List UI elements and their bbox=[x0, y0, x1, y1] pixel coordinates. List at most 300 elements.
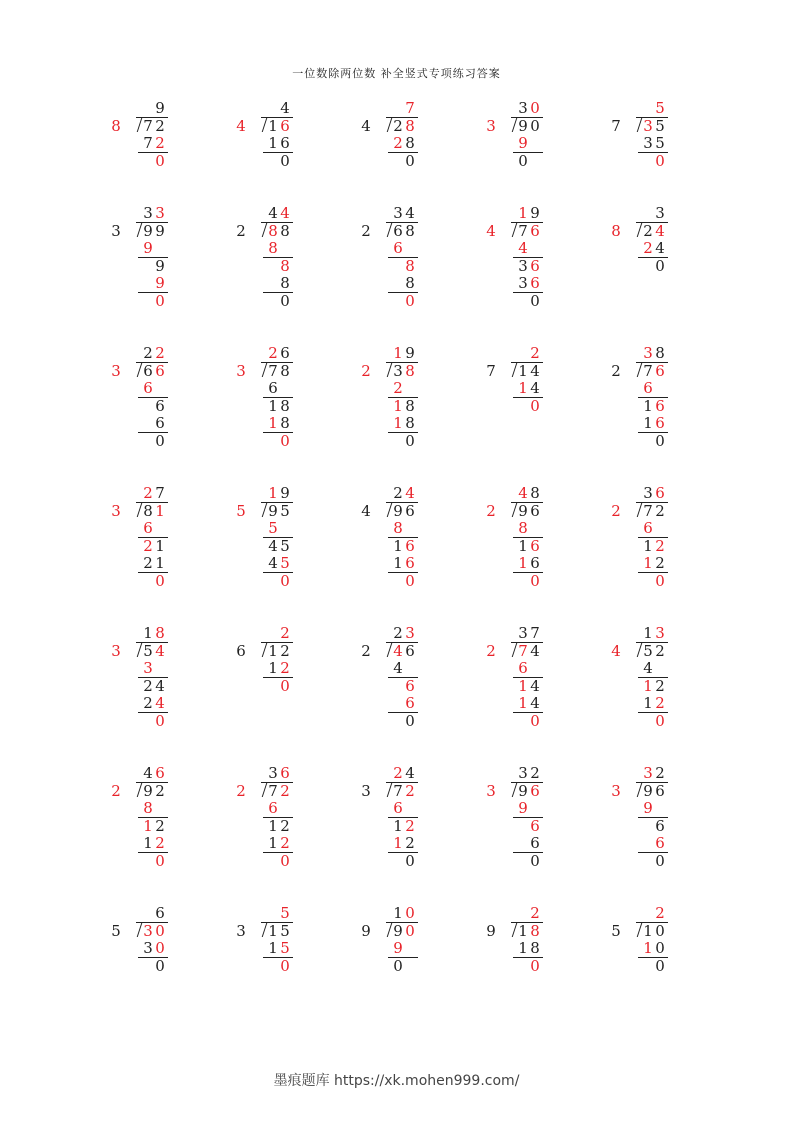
quotient-digit: 4 bbox=[143, 764, 153, 782]
quotient-digit: 1 bbox=[393, 904, 403, 922]
division-problem bbox=[360, 905, 450, 1055]
quotient-digit: 3 bbox=[643, 764, 653, 782]
step-digit: 0 bbox=[155, 571, 165, 590]
dividend-digit: 1 bbox=[268, 641, 278, 660]
quotient-digit: 6 bbox=[280, 344, 290, 362]
quotient-digit: 2 bbox=[143, 344, 153, 362]
step-digit: 2 bbox=[155, 834, 165, 852]
quotient-digit: 8 bbox=[655, 344, 665, 362]
step-digit: 6 bbox=[655, 816, 665, 835]
dividend-digit: 8 bbox=[268, 221, 278, 240]
step-digit: 1 bbox=[268, 414, 278, 432]
divisor: 9 bbox=[486, 921, 496, 940]
step-digit: 9 bbox=[155, 256, 165, 275]
step-digit: 1 bbox=[393, 536, 403, 555]
step-digit: 6 bbox=[280, 134, 290, 152]
step-digit: 8 bbox=[530, 939, 540, 957]
dividend-digit: 6 bbox=[655, 781, 665, 800]
step-digit: 1 bbox=[393, 396, 403, 415]
step-digit: 0 bbox=[405, 711, 415, 730]
dividend-digit: 0 bbox=[405, 921, 415, 940]
divisor: 3 bbox=[111, 221, 121, 240]
quotient-digit: 4 bbox=[405, 764, 415, 782]
step-digit: 4 bbox=[530, 694, 540, 712]
step-digit: 0 bbox=[393, 956, 403, 975]
divisor: 3 bbox=[111, 501, 121, 520]
step-digit: 0 bbox=[155, 291, 165, 310]
step-digit: 0 bbox=[280, 291, 290, 310]
step-digit: 1 bbox=[518, 939, 528, 957]
quotient-digit: 5 bbox=[655, 99, 665, 117]
step-digit: 1 bbox=[643, 676, 653, 695]
divisor: 4 bbox=[361, 116, 371, 135]
dividend-digit: 9 bbox=[518, 781, 528, 800]
step-digit: 9 bbox=[643, 799, 653, 817]
step-digit: 1 bbox=[518, 379, 528, 397]
step-digit: 0 bbox=[280, 431, 290, 450]
step-digit: 0 bbox=[530, 956, 540, 975]
quotient-digit: 5 bbox=[280, 904, 290, 922]
step-digit: 3 bbox=[518, 256, 528, 275]
quotient-digit: 3 bbox=[655, 624, 665, 642]
step-digit: 1 bbox=[268, 659, 278, 677]
division-problem bbox=[485, 905, 575, 1055]
step-digit: 5 bbox=[268, 519, 278, 537]
step-digit: 0 bbox=[530, 396, 540, 415]
step-digit: 8 bbox=[405, 396, 415, 415]
division-problem bbox=[235, 765, 325, 915]
dividend-digit: 1 bbox=[518, 921, 528, 940]
quotient-digit: 9 bbox=[530, 204, 540, 222]
step-digit: 2 bbox=[643, 239, 653, 257]
divisor: 7 bbox=[486, 361, 496, 380]
step-digit: 8 bbox=[280, 274, 290, 292]
step-digit: 6 bbox=[530, 536, 540, 555]
step-digit: 4 bbox=[155, 694, 165, 712]
dividend-digit: 7 bbox=[393, 781, 403, 800]
dividend-digit: 3 bbox=[643, 116, 653, 135]
quotient-digit: 1 bbox=[268, 484, 278, 502]
step-digit: 2 bbox=[143, 694, 153, 712]
dividend-digit: 0 bbox=[530, 116, 540, 135]
dividend-digit: 8 bbox=[530, 921, 540, 940]
step-digit: 4 bbox=[643, 659, 653, 677]
dividend-digit: 6 bbox=[530, 221, 540, 240]
step-digit: 4 bbox=[268, 536, 278, 555]
dividend-digit: 0 bbox=[155, 921, 165, 940]
dividend-digit: 9 bbox=[143, 221, 153, 240]
step-digit: 2 bbox=[655, 554, 665, 572]
dividend-digit: 3 bbox=[393, 361, 403, 380]
quotient-digit: 9 bbox=[280, 484, 290, 502]
divisor: 3 bbox=[111, 361, 121, 380]
step-digit: 4 bbox=[155, 676, 165, 695]
dividend-digit: 9 bbox=[643, 781, 653, 800]
divisor: 3 bbox=[486, 116, 496, 135]
dividend-digit: 5 bbox=[143, 641, 153, 660]
quotient-digit: 1 bbox=[643, 624, 653, 642]
divisor: 3 bbox=[236, 921, 246, 940]
dividend-digit: 9 bbox=[143, 781, 153, 800]
quotient-digit: 6 bbox=[280, 764, 290, 782]
dividend-digit: 2 bbox=[655, 641, 665, 660]
division-problem bbox=[235, 905, 325, 1055]
step-digit: 6 bbox=[530, 554, 540, 572]
dividend-digit: 1 bbox=[268, 116, 278, 135]
step-digit: 6 bbox=[393, 799, 403, 817]
step-digit: 0 bbox=[655, 151, 665, 170]
dividend-digit: 5 bbox=[655, 116, 665, 135]
quotient-digit: 2 bbox=[155, 344, 165, 362]
quotient-digit: 2 bbox=[280, 624, 290, 642]
quotient-digit: 4 bbox=[268, 204, 278, 222]
step-digit: 8 bbox=[405, 274, 415, 292]
step-digit: 6 bbox=[530, 256, 540, 275]
dividend-digit: 7 bbox=[643, 361, 653, 380]
divisor: 2 bbox=[236, 221, 246, 240]
step-digit: 2 bbox=[655, 676, 665, 695]
dividend-digit: 7 bbox=[268, 361, 278, 380]
division-problem bbox=[610, 345, 700, 495]
dividend-digit: 4 bbox=[393, 641, 403, 660]
divisor: 2 bbox=[486, 641, 496, 660]
step-digit: 0 bbox=[530, 851, 540, 870]
quotient-digit: 9 bbox=[155, 99, 165, 117]
step-digit: 5 bbox=[280, 554, 290, 572]
quotient-digit: 0 bbox=[530, 99, 540, 117]
quotient-digit: 7 bbox=[155, 484, 165, 502]
quotient-digit: 2 bbox=[530, 904, 540, 922]
division-problem bbox=[610, 205, 700, 355]
step-digit: 0 bbox=[405, 571, 415, 590]
quotient-digit: 3 bbox=[268, 764, 278, 782]
step-digit: 0 bbox=[530, 571, 540, 590]
quotient-digit: 3 bbox=[518, 764, 528, 782]
quotient-digit: 2 bbox=[143, 484, 153, 502]
quotient-digit: 3 bbox=[518, 99, 528, 117]
step-digit: 0 bbox=[655, 256, 665, 275]
divisor: 2 bbox=[361, 221, 371, 240]
step-digit: 6 bbox=[143, 519, 153, 537]
step-digit: 9 bbox=[518, 799, 528, 817]
step-digit: 8 bbox=[393, 519, 403, 537]
step-digit: 1 bbox=[268, 834, 278, 852]
step-digit: 1 bbox=[518, 676, 528, 695]
dividend-digit: 8 bbox=[143, 501, 153, 520]
quotient-digit: 7 bbox=[530, 624, 540, 642]
step-digit: 4 bbox=[530, 379, 540, 397]
step-digit: 6 bbox=[155, 396, 165, 415]
dividend-digit: 9 bbox=[393, 921, 403, 940]
dividend-digit: 6 bbox=[405, 501, 415, 520]
dividend-digit: 2 bbox=[280, 781, 290, 800]
step-digit: 8 bbox=[143, 799, 153, 817]
step-digit: 2 bbox=[393, 134, 403, 152]
division-problem bbox=[110, 905, 200, 1055]
division-problem bbox=[485, 625, 575, 775]
divisor: 5 bbox=[236, 501, 246, 520]
step-digit: 0 bbox=[280, 151, 290, 170]
division-problem bbox=[110, 485, 200, 635]
step-digit: 6 bbox=[518, 659, 528, 677]
quotient-digit: 1 bbox=[393, 344, 403, 362]
divisor: 5 bbox=[111, 921, 121, 940]
quotient-digit: 4 bbox=[405, 204, 415, 222]
step-digit: 5 bbox=[655, 134, 665, 152]
step-digit: 0 bbox=[655, 956, 665, 975]
step-digit: 8 bbox=[405, 256, 415, 275]
dividend-digit: 2 bbox=[643, 221, 653, 240]
quotient-digit: 2 bbox=[393, 764, 403, 782]
dividend-digit: 8 bbox=[405, 221, 415, 240]
step-digit: 1 bbox=[268, 134, 278, 152]
divisor: 3 bbox=[486, 781, 496, 800]
step-digit: 1 bbox=[643, 396, 653, 415]
step-digit: 2 bbox=[280, 834, 290, 852]
step-digit: 6 bbox=[268, 379, 278, 397]
step-digit: 6 bbox=[143, 379, 153, 397]
dividend-digit: 6 bbox=[530, 501, 540, 520]
divisor: 4 bbox=[486, 221, 496, 240]
dividend-digit: 6 bbox=[393, 221, 403, 240]
quotient-digit: 0 bbox=[405, 904, 415, 922]
step-digit: 4 bbox=[530, 676, 540, 695]
division-problem bbox=[485, 765, 575, 915]
step-digit: 2 bbox=[280, 816, 290, 835]
dividend-digit: 7 bbox=[518, 221, 528, 240]
step-digit: 9 bbox=[143, 239, 153, 257]
divisor: 4 bbox=[361, 501, 371, 520]
step-digit: 1 bbox=[268, 939, 278, 957]
page-title: 一位数除两位数 补全竖式专项练习答案 bbox=[292, 67, 501, 80]
divisor: 2 bbox=[236, 781, 246, 800]
step-digit: 0 bbox=[155, 939, 165, 957]
divisor: 4 bbox=[236, 116, 246, 135]
step-digit: 4 bbox=[655, 239, 665, 257]
step-digit: 1 bbox=[393, 816, 403, 835]
division-problem bbox=[485, 205, 575, 355]
step-digit: 6 bbox=[655, 396, 665, 415]
quotient-digit: 9 bbox=[405, 344, 415, 362]
step-digit: 1 bbox=[518, 554, 528, 572]
step-digit: 2 bbox=[280, 659, 290, 677]
dividend-digit: 7 bbox=[268, 781, 278, 800]
dividend-digit: 6 bbox=[143, 361, 153, 380]
division-problem bbox=[235, 485, 325, 635]
step-digit: 6 bbox=[393, 239, 403, 257]
step-digit: 4 bbox=[393, 659, 403, 677]
step-digit: 2 bbox=[655, 536, 665, 555]
divisor: 3 bbox=[111, 641, 121, 660]
step-digit: 6 bbox=[405, 536, 415, 555]
dividend-digit: 5 bbox=[280, 501, 290, 520]
dividend-digit: 4 bbox=[530, 361, 540, 380]
quotient-digit: 3 bbox=[643, 344, 653, 362]
dividend-digit: 9 bbox=[155, 221, 165, 240]
step-digit: 5 bbox=[280, 536, 290, 555]
dividend-digit: 8 bbox=[405, 361, 415, 380]
dividend-digit: 9 bbox=[393, 501, 403, 520]
step-digit: 6 bbox=[268, 799, 278, 817]
dividend-digit: 2 bbox=[155, 781, 165, 800]
dividend-digit: 6 bbox=[405, 641, 415, 660]
divisor: 2 bbox=[611, 361, 621, 380]
step-digit: 6 bbox=[530, 834, 540, 852]
step-digit: 6 bbox=[530, 816, 540, 835]
step-digit: 8 bbox=[280, 396, 290, 415]
dividend-digit: 2 bbox=[405, 781, 415, 800]
step-digit: 4 bbox=[268, 554, 278, 572]
quotient-digit: 3 bbox=[393, 204, 403, 222]
divisor: 2 bbox=[361, 361, 371, 380]
step-digit: 8 bbox=[405, 134, 415, 152]
dividend-digit: 2 bbox=[655, 501, 665, 520]
quotient-digit: 4 bbox=[280, 204, 290, 222]
step-digit: 0 bbox=[655, 431, 665, 450]
dividend-digit: 2 bbox=[155, 116, 165, 135]
quotient-digit: 3 bbox=[143, 204, 153, 222]
quotient-digit: 3 bbox=[518, 624, 528, 642]
step-digit: 2 bbox=[405, 834, 415, 852]
quotient-digit: 3 bbox=[643, 484, 653, 502]
divisor: 3 bbox=[361, 781, 371, 800]
quotient-digit: 2 bbox=[655, 904, 665, 922]
step-digit: 3 bbox=[143, 939, 153, 957]
division-problem bbox=[235, 625, 325, 775]
step-digit: 0 bbox=[530, 291, 540, 310]
divisor: 2 bbox=[361, 641, 371, 660]
step-digit: 0 bbox=[280, 571, 290, 590]
step-digit: 6 bbox=[405, 694, 415, 712]
step-digit: 2 bbox=[143, 536, 153, 555]
dividend-digit: 8 bbox=[280, 361, 290, 380]
step-digit: 0 bbox=[655, 851, 665, 870]
division-problem bbox=[235, 345, 325, 495]
dividend-digit: 4 bbox=[155, 641, 165, 660]
step-digit: 1 bbox=[643, 554, 653, 572]
quotient-digit: 2 bbox=[268, 344, 278, 362]
step-digit: 3 bbox=[518, 274, 528, 292]
step-digit: 2 bbox=[143, 554, 153, 572]
quotient-digit: 1 bbox=[518, 204, 528, 222]
divisor: 3 bbox=[236, 361, 246, 380]
step-digit: 0 bbox=[655, 711, 665, 730]
division-problem bbox=[360, 345, 450, 495]
dividend-digit: 8 bbox=[280, 221, 290, 240]
quotient-digit: 6 bbox=[155, 764, 165, 782]
step-digit: 6 bbox=[405, 554, 415, 572]
step-digit: 8 bbox=[280, 256, 290, 275]
dividend-digit: 1 bbox=[518, 361, 528, 380]
division-problem bbox=[360, 625, 450, 775]
dividend-digit: 6 bbox=[155, 361, 165, 380]
step-digit: 3 bbox=[643, 134, 653, 152]
dividend-digit: 9 bbox=[518, 116, 528, 135]
step-digit: 8 bbox=[518, 519, 528, 537]
quotient-digit: 2 bbox=[530, 764, 540, 782]
divisor: 3 bbox=[611, 781, 621, 800]
divisor: 9 bbox=[361, 921, 371, 940]
divisor: 5 bbox=[611, 921, 621, 940]
division-problem bbox=[360, 765, 450, 915]
step-digit: 0 bbox=[518, 151, 528, 170]
step-digit: 1 bbox=[143, 834, 153, 852]
division-problem bbox=[110, 765, 200, 915]
dividend-digit: 1 bbox=[155, 501, 165, 520]
division-problem bbox=[235, 205, 325, 355]
divisor: 7 bbox=[611, 116, 621, 135]
step-digit: 1 bbox=[393, 554, 403, 572]
step-digit: 2 bbox=[393, 379, 403, 397]
divisor: 2 bbox=[486, 501, 496, 520]
quotient-digit: 3 bbox=[655, 204, 665, 222]
division-problem bbox=[360, 485, 450, 635]
dividend-digit: 6 bbox=[280, 116, 290, 135]
step-digit: 3 bbox=[143, 659, 153, 677]
quotient-digit: 4 bbox=[518, 484, 528, 502]
step-digit: 9 bbox=[518, 134, 528, 152]
step-digit: 7 bbox=[143, 134, 153, 152]
step-digit: 1 bbox=[393, 834, 403, 852]
division-problem bbox=[110, 345, 200, 495]
step-digit: 6 bbox=[405, 676, 415, 695]
dividend-digit: 6 bbox=[530, 781, 540, 800]
division-problem bbox=[610, 765, 700, 915]
quotient-digit: 2 bbox=[393, 484, 403, 502]
divisor: 4 bbox=[611, 641, 621, 660]
dividend-digit: 3 bbox=[143, 921, 153, 940]
dividend-digit: 2 bbox=[393, 116, 403, 135]
step-digit: 1 bbox=[643, 536, 653, 555]
step-digit: 2 bbox=[143, 676, 153, 695]
step-digit: 1 bbox=[155, 536, 165, 555]
step-digit: 6 bbox=[655, 834, 665, 852]
step-digit: 4 bbox=[518, 239, 528, 257]
step-digit: 0 bbox=[155, 956, 165, 975]
division-problem bbox=[110, 205, 200, 355]
division-problem bbox=[610, 485, 700, 635]
step-digit: 0 bbox=[405, 431, 415, 450]
divisor: 6 bbox=[236, 641, 246, 660]
step-digit: 1 bbox=[643, 694, 653, 712]
quotient-digit: 3 bbox=[155, 204, 165, 222]
step-digit: 0 bbox=[280, 676, 290, 695]
step-digit: 1 bbox=[155, 554, 165, 572]
dividend-digit: 7 bbox=[643, 501, 653, 520]
step-digit: 6 bbox=[155, 414, 165, 432]
step-digit: 0 bbox=[655, 939, 665, 957]
step-digit: 0 bbox=[405, 291, 415, 310]
divisor: 8 bbox=[111, 116, 121, 135]
step-digit: 2 bbox=[405, 816, 415, 835]
quotient-digit: 2 bbox=[655, 764, 665, 782]
division-problem bbox=[360, 205, 450, 355]
dividend-digit: 0 bbox=[655, 921, 665, 940]
step-digit: 0 bbox=[155, 851, 165, 870]
step-digit: 1 bbox=[143, 816, 153, 835]
divisor: 2 bbox=[611, 501, 621, 520]
dividend-digit: 7 bbox=[143, 116, 153, 135]
footer-watermark: 墨痕题库 https://xk.mohen999.com/ bbox=[273, 1073, 520, 1089]
step-digit: 9 bbox=[393, 939, 403, 957]
step-digit: 0 bbox=[280, 851, 290, 870]
quotient-digit: 8 bbox=[530, 484, 540, 502]
dividend-digit: 5 bbox=[643, 641, 653, 660]
quotient-digit: 3 bbox=[405, 624, 415, 642]
step-digit: 0 bbox=[655, 571, 665, 590]
dividend-digit: 7 bbox=[518, 641, 528, 660]
step-digit: 8 bbox=[280, 414, 290, 432]
